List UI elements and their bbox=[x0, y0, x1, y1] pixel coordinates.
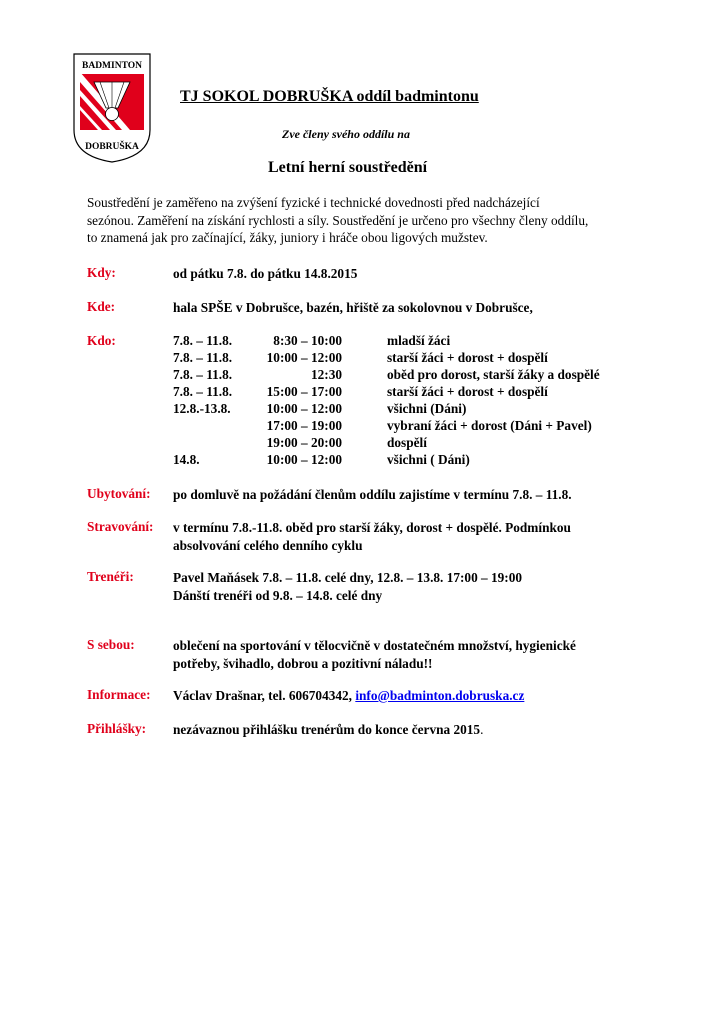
invite-line: Zve členy svého oddílu na bbox=[282, 127, 410, 141]
schedule-time: 15:00 – 17:00 bbox=[266, 384, 342, 399]
schedule-date: 12.8.-13.8. bbox=[173, 401, 231, 416]
schedule-time: 10:00 – 12:00 bbox=[266, 401, 342, 416]
ubytovani-label: Ubytování: bbox=[87, 486, 151, 501]
schedule-desc: všichni (Dáni) bbox=[387, 401, 467, 416]
schedule-desc: všichni ( Dáni) bbox=[387, 452, 470, 467]
prihlasky-value: nezávaznou přihlášku trenérům do konce června 2015. bbox=[173, 722, 484, 737]
sebou-value: oblečení na sportování v tělocvičně v dostatečném množství, hygienické potřeby, švihadlo, dobrou a pozitivní náladu!! bbox=[173, 638, 576, 671]
intro-paragraph: Soustředění je zaměřeno na zvýšení fyzické i technické dovednosti před nadcházející sezónou. Zaměření na získání rychlosti a síly. Soustředění je určeno pro všechny členy oddílu, to znamená jak pro začínající, žáky, juniory i hráče obou ligových mužstev. bbox=[87, 195, 589, 246]
kde-value: hala SPŠE v Dobrušce, bazén, hřiště za sokolovnou v Dobrušce, bbox=[173, 300, 533, 315]
schedule-desc: dospělí bbox=[387, 435, 427, 450]
schedule-desc: oběd pro dorost, starší žáky a dospělé bbox=[387, 367, 600, 382]
kde-label: Kde: bbox=[87, 299, 116, 314]
schedule-date: 7.8. – 11.8. bbox=[173, 333, 233, 348]
event-title: Letní herní soustředění bbox=[268, 159, 428, 176]
schedule-date: 7.8. – 11.8. bbox=[173, 367, 233, 382]
schedule-desc: starší žáci + dorost + dospělí bbox=[387, 384, 548, 399]
stravovani-value: v termínu 7.8.-11.8. oběd pro starší žáky, dorost + dospělé. Podmínkou absolvování celého denního cyklu bbox=[173, 520, 571, 553]
schedule-date: 7.8. – 11.8. bbox=[173, 384, 233, 399]
badminton-dobruska-logo bbox=[72, 52, 152, 164]
logo-top-text: BADMINTON bbox=[82, 61, 142, 71]
schedule-time: 19:00 – 20:00 bbox=[266, 435, 342, 450]
schedule-time: 10:00 – 12:00 bbox=[266, 452, 342, 467]
schedule-time: 12:30 bbox=[310, 367, 342, 382]
informace-value: Václav Drašnar, tel. 606704342, info@badminton.dobruska.cz bbox=[173, 688, 525, 703]
treneri-value: Pavel Maňásek 7.8. – 11.8. celé dny, 12.8. – 13.8. 17:00 – 19:00 Dánští trenéři od 9.8. – 14.8. celé dny bbox=[173, 570, 523, 603]
kdo-label: Kdo: bbox=[87, 333, 116, 348]
org-title: TJ SOKOL DOBRUŠKA oddíl badmintonu bbox=[180, 88, 479, 105]
schedule-desc: vybraní žáci + dorost (Dáni + Pavel) bbox=[387, 418, 592, 433]
sebou-label: S sebou: bbox=[87, 637, 135, 652]
informace-label: Informace: bbox=[87, 687, 151, 702]
treneri-label: Trenéři: bbox=[87, 569, 134, 584]
kdy-label: Kdy: bbox=[87, 265, 116, 280]
schedule-desc: starší žáci + dorost + dospělí bbox=[387, 350, 548, 365]
logo-bottom-text: DOBRUŠKA bbox=[85, 142, 139, 152]
email-link[interactable]: info@badminton.dobruska.cz bbox=[355, 688, 525, 703]
schedule-time: 10:00 – 12:00 bbox=[266, 350, 342, 365]
kdy-value: od pátku 7.8. do pátku 14.8.2015 bbox=[173, 266, 358, 281]
schedule-desc: mladší žáci bbox=[387, 333, 451, 348]
stravovani-label: Stravování: bbox=[87, 519, 154, 534]
schedule-time: 8:30 – 10:00 bbox=[273, 333, 342, 348]
schedule-date: 14.8. bbox=[173, 452, 200, 467]
schedule-date: 7.8. – 11.8. bbox=[173, 350, 233, 365]
prihlasky-label: Přihlášky: bbox=[87, 721, 147, 736]
ubytovani-value: po domluvě na požádání členům oddílu zajistíme v termínu 7.8. – 11.8. bbox=[173, 487, 572, 502]
schedule-time: 17:00 – 19:00 bbox=[266, 418, 342, 433]
